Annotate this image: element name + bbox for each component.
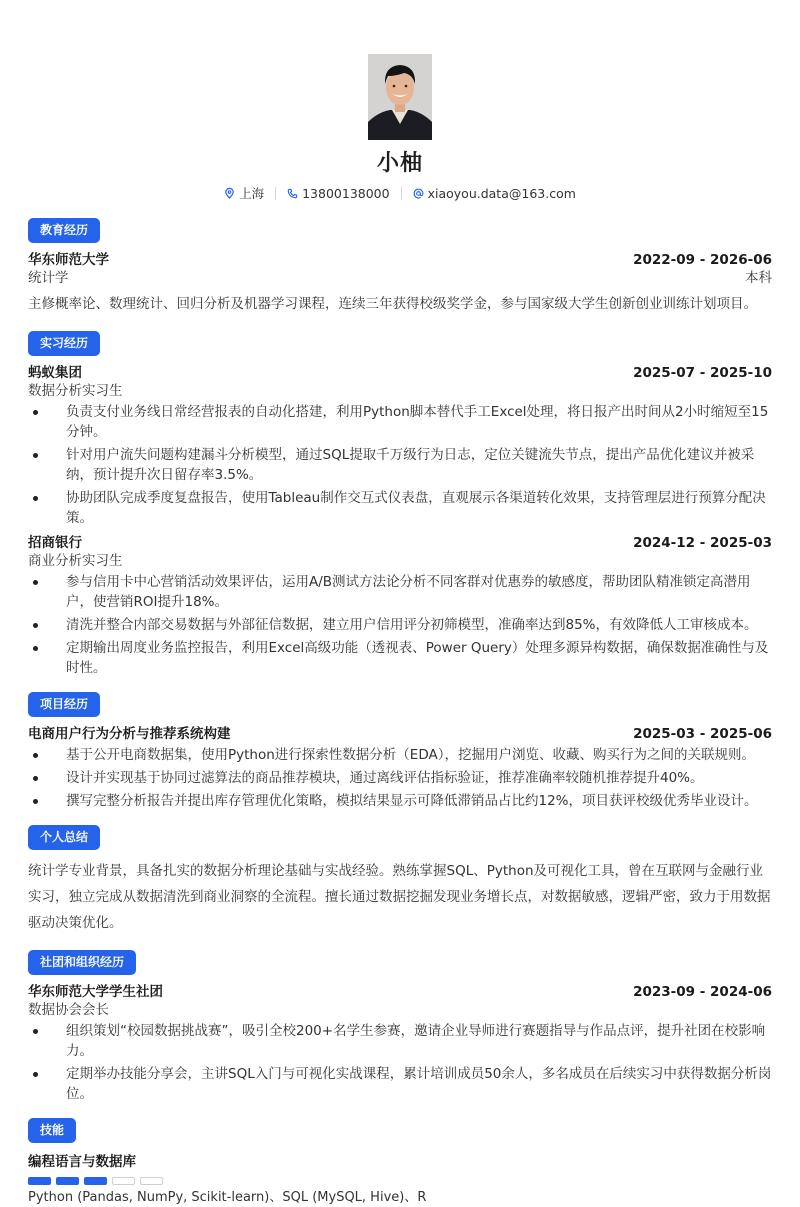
bullet-item: 负责支付业务线日常经营报表的自动化搭建，利用Python脚本替代手工Excel处理，将日报产出时间从2小时缩短至15分钟。 — [28, 402, 772, 442]
internship-entry — [28, 364, 772, 528]
contact-location — [213, 184, 275, 202]
skill-level-filled — [84, 1177, 107, 1185]
education-section — [28, 218, 772, 317]
club-entry — [28, 983, 772, 1104]
skill-level-filled — [28, 1177, 51, 1185]
bullet-item: 协助团队完成季度复盘报告，使用Tableau制作交互式仪表盘，直观展示各渠道转化效果，支持管理层进行预算分配决策。 — [28, 488, 772, 528]
education-entry — [28, 251, 772, 317]
major: 统计学 — [28, 270, 69, 286]
phone-icon — [287, 188, 298, 199]
summary-text: 统计学专业背景，具备扎实的数据分析理论基础与实战经验。熟练掌握SQL、Python及可视化工具，曾在互联网与金融行业实习，独立完成从数据清洗到商业洞察的全流程。擅长通过数据挖掘发现业务增长点，对数据敏感，逻辑严密，致力于用数据驱动决策优化。 — [28, 863, 771, 931]
contact-info — [28, 184, 772, 202]
section-title-summary: 个人总结 — [28, 825, 100, 850]
clubs-section — [28, 950, 772, 1104]
at-email-icon — [413, 188, 424, 199]
bullet-item: 设计并实现基于协同过滤算法的商品推荐模块，通过离线评估指标验证，推荐准确率较随机推荐提升40%。 — [28, 768, 772, 788]
bullet-item: 基于公开电商数据集，使用Python进行探索性数据分析（EDA），挖掘用户浏览、收藏、购买行为之间的关联规则。 — [28, 745, 772, 765]
club-name: 华东师范大学学生社团 — [28, 984, 163, 1000]
degree: 本科 — [745, 270, 772, 286]
summary-section — [28, 825, 772, 936]
section-title-projects: 项目经历 — [28, 692, 100, 717]
club-role: 数据协会会长 — [28, 1002, 109, 1018]
phone-text[interactable]: 13800138000 — [302, 185, 390, 201]
section-title-internships: 实习经历 — [28, 331, 100, 356]
project-section — [28, 692, 772, 811]
bullet-item: 针对用户流失问题构建漏斗分析模型，通过SQL提取千万级行为日志，定位关键流失节点，提出产品优化建议并被采纳，预计提升次日留存率3.5%。 — [28, 445, 772, 485]
bullet-list — [28, 1021, 772, 1104]
skill-level-meter — [28, 1177, 772, 1185]
candidate-name: 小柚 — [376, 151, 423, 176]
skill-category: 编程语言与数据库 — [28, 1154, 136, 1170]
bullet-item: 撰写完整分析报告并提出库存管理优化策略，模拟结果显示可降低滞销品占比约12%，项目获评校级优秀毕业设计。 — [28, 791, 772, 811]
contact-phone — [276, 186, 400, 201]
bullet-item: 定期输出周度业务监控报告，利用Excel高级功能（透视表、Power Query）处理多源异构数据，确保数据准确性与及时性。 — [28, 638, 772, 678]
education-date: 2022-09 - 2026-06 — [633, 252, 772, 268]
internship-section — [28, 331, 772, 678]
contact-email — [402, 186, 587, 201]
bullet-item: 参与信用卡中心营销活动效果评估，运用A/B测试方法论分析不同客群对优惠券的敏感度，帮助团队精准锁定高潜用户，使营销ROI提升18%。 — [28, 572, 772, 612]
school-name: 华东师范大学 — [28, 252, 109, 268]
skill-level-filled — [56, 1177, 79, 1185]
company-name: 蚂蚁集团 — [28, 365, 82, 381]
club-date: 2023-09 - 2024-06 — [633, 984, 772, 1000]
project-name: 电商用户行为分析与推荐系统构建 — [28, 726, 231, 742]
job-role: 商业分析实习生 — [28, 553, 123, 569]
bullet-item: 组织策划“校园数据挑战赛”，吸引全校200+名学生参赛，邀请企业导师进行赛题指导与作品点评，提升社团在校影响力。 — [28, 1021, 772, 1061]
internship-date: 2024-12 - 2025-03 — [633, 535, 772, 551]
bullet-list — [28, 745, 772, 811]
person-portrait-icon — [368, 54, 432, 140]
section-title-education: 教育经历 — [28, 218, 100, 243]
company-name: 招商银行 — [28, 535, 82, 551]
email-text[interactable]: xiaoyou.data@163.com — [427, 185, 576, 201]
section-title-skills: 技能 — [28, 1118, 76, 1143]
bullet-item: 清洗并整合内部交易数据与外部征信数据，建立用户信用评分初筛模型，准确率达到85%，有效降低人工审核成本。 — [28, 615, 772, 635]
skill-level-empty — [140, 1177, 163, 1185]
location-text: 上海 — [239, 186, 265, 201]
project-date: 2025-03 - 2025-06 — [633, 726, 772, 742]
education-description: 主修概率论、数理统计、回归分析及机器学习课程，连续三年获得校级奖学金，参与国家级大学生创新创业训练计划项目。 — [28, 296, 757, 312]
internship-entry — [28, 534, 772, 678]
skill-level-empty — [112, 1177, 135, 1185]
bullet-list — [28, 402, 772, 528]
bullet-item: 定期举办技能分享会，主讲SQL入门与可视化实战课程，累计培训成员50余人，多名成员在后续实习中获得数据分析岗位。 — [28, 1064, 772, 1104]
job-role: 数据分析实习生 — [28, 383, 123, 399]
section-title-clubs: 社团和组织经历 — [28, 950, 136, 975]
skill-description: Python (Pandas, NumPy, Scikit-learn)、SQL (MySQL, Hive)、R — [28, 1190, 427, 1205]
profile-photo — [368, 54, 432, 140]
skill-entry — [28, 1153, 772, 1207]
internship-date: 2025-07 - 2025-10 — [633, 365, 772, 381]
skills-section — [28, 1118, 772, 1207]
project-entry — [28, 725, 772, 811]
bullet-list — [28, 572, 772, 678]
resume-header — [28, 0, 772, 202]
location-pin-icon — [224, 188, 235, 199]
